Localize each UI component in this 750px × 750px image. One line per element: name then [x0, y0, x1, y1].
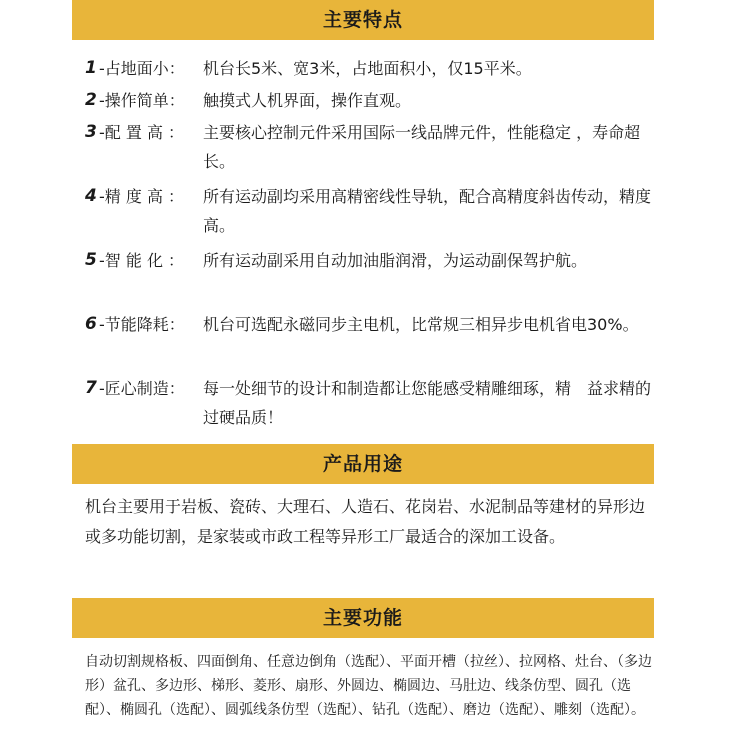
feature-label: -节能降耗：: [99, 315, 185, 334]
feature-number: 6: [85, 314, 97, 334]
feature-label: -智 能 化 ：: [99, 251, 185, 270]
feature-item-1: [85, 54, 665, 86]
feature-item-2: [85, 86, 665, 118]
feature-label: -配 置 高 ：: [99, 123, 185, 142]
functions-title: 主要功能: [322, 607, 403, 629]
feature-item-5: [85, 246, 665, 310]
features-title: 主要特点: [322, 9, 403, 31]
functions-paragraph: 自动切割规格板、四面倒角、任意边倒角（选配）、平面开槽（拉丝）、拉网格、灶台、（多边形）盆孔、多边形、梯形、菱形、扇形、外圆边、椭圆边、马肚边、线条仿型、圆孔（选配）、椭圆孔（选配）、圆弧线条仿型（选配）、钻孔（选配）、磨边（选配）、雕刻（选配）。: [85, 654, 652, 718]
feature-item-6: [85, 310, 665, 374]
feature-number: 3: [85, 122, 97, 142]
feature-item-4: [85, 182, 665, 246]
feature-description: 所有运动副均采用高精密线性导轨，配合高精度斜齿传动，精度高。: [203, 187, 652, 235]
features-banner: [72, 0, 654, 40]
feature-number: 2: [85, 90, 97, 110]
feature-label: -操作简单：: [99, 91, 185, 110]
features-list: [85, 54, 665, 438]
feature-item-7: [85, 374, 665, 438]
usage-paragraph: 机台主要用于岩板、瓷砖、大理石、人造石、花岗岩、水泥制品等建材的异形边或多功能切割，是家装或市政工程等异形工厂最适合的深加工设备。: [85, 497, 646, 546]
feature-description: 每一处细节的设计和制造都让您能感受精雕细琢，精 益求精的过硬品质！: [203, 379, 652, 427]
feature-description: 所有运动副采用自动加油脂润滑，为运动副保驾护航。: [203, 251, 588, 270]
feature-item-3: [85, 118, 665, 182]
feature-label: -匠心制造：: [99, 379, 185, 398]
feature-number: 4: [85, 186, 97, 206]
feature-number: 1: [85, 58, 97, 78]
feature-label: -占地面小：: [99, 59, 185, 78]
usage-banner: [72, 444, 654, 484]
functions-banner: [72, 598, 654, 638]
feature-number: 5: [85, 250, 97, 270]
feature-description: 触摸式人机界面，操作直观。: [203, 91, 412, 110]
usage-title: 产品用途: [322, 453, 403, 475]
feature-number: 7: [85, 378, 97, 398]
feature-description: 机台可选配永磁同步主电机，比常规三相异步电机省电30%。: [203, 315, 639, 334]
feature-description: 主要核心控制元件采用国际一线品牌元件，性能稳定 ，寿命超长。: [203, 123, 641, 171]
feature-label: -精 度 高 ：: [99, 187, 185, 206]
feature-description: 机台长5米、宽3米，占地面积小，仅15平米。: [203, 59, 532, 78]
